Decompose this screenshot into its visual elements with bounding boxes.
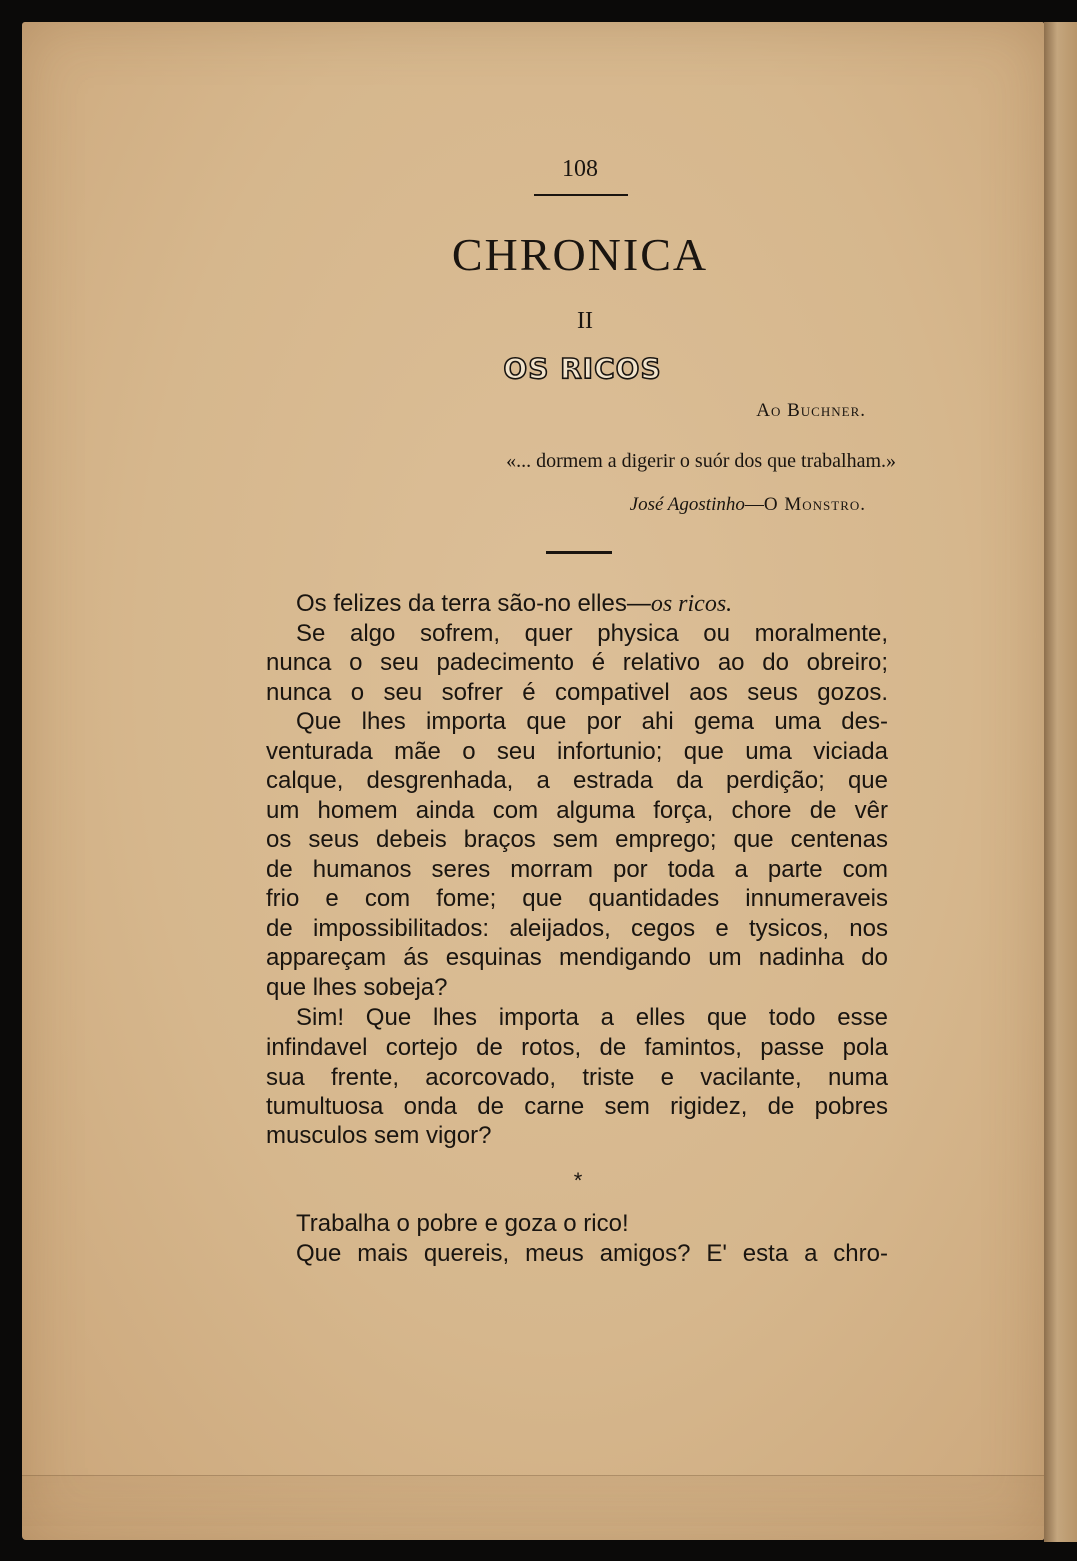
section-number: II (577, 308, 593, 334)
chapter-subtitle: OS RICOS (503, 352, 662, 385)
body-line: frio e com fome; que quantidades innumeraveis (266, 885, 888, 912)
body-line: que lhes sobeja? (266, 974, 448, 1001)
body-text: Os felizes da terra são-no elles— (296, 590, 651, 617)
epigraph-quote: «... dormem a digerir o suór dos que trabalham.» (506, 450, 896, 472)
body-line: Que lhes importa que por ahi gema uma des- (296, 708, 888, 735)
body-line: venturada mãe o seu infortunio; que uma viciada (266, 738, 888, 765)
body-line (296, 590, 888, 620)
body-line: Se algo sofrem, quer physica ou moralmente, (296, 620, 888, 647)
epigraph-work: O Monstro. (763, 494, 866, 515)
body-line: de humanos seres morram por toda a parte com (266, 856, 888, 883)
page-title: CHRONICA (451, 229, 709, 280)
dedication: Ao Buchner. (756, 400, 866, 421)
body-line: calque, desgrenhada, a estrada da perdição; que (266, 767, 888, 794)
epigraph-source (520, 494, 866, 516)
body-line: nunca o seu padecimento é relativo ao do obreiro; (266, 649, 888, 676)
body-line: Sim! Que lhes importa a elles que todo esse (296, 1004, 888, 1031)
body-line: nunca o seu sofrer é compativel aos seus gozos. (266, 679, 888, 706)
body-line: infindavel cortejo de rotos, de famintos, passe pola (266, 1034, 888, 1061)
epigraph-separator: — (744, 494, 764, 515)
body-line: appareçam ás esquinas mendigando um nadinha do (266, 944, 888, 971)
page-edge-right (1044, 22, 1077, 1542)
body-line: um homem ainda com alguma força, chore de vêr (266, 797, 888, 824)
body-line: de impossibilitados: aleijados, cegos e tysicos, nos (266, 915, 888, 942)
epigraph-author: José Agostinho (629, 494, 745, 515)
body-line: os seus debeis braços sem emprego; que centenas (266, 826, 888, 853)
body-line: Que mais quereis, meus amigos? E' esta a chro- (296, 1240, 888, 1267)
body-italic-text: os ricos. (650, 591, 733, 617)
body-line: sua frente, acorcovado, triste e vacilante, numa (266, 1064, 888, 1091)
body-line: Trabalha o pobre e goza o rico! (296, 1210, 629, 1237)
body-line: tumultuosa onda de carne sem rigidez, de pobres (266, 1093, 888, 1120)
page-number-rule (534, 194, 628, 196)
section-divider (546, 551, 612, 554)
body-line: musculos sem vigor? (266, 1122, 492, 1149)
page-number: 108 (562, 156, 598, 182)
section-asterisk: * (573, 1168, 583, 1193)
page-edge-bottom (22, 1475, 1044, 1526)
